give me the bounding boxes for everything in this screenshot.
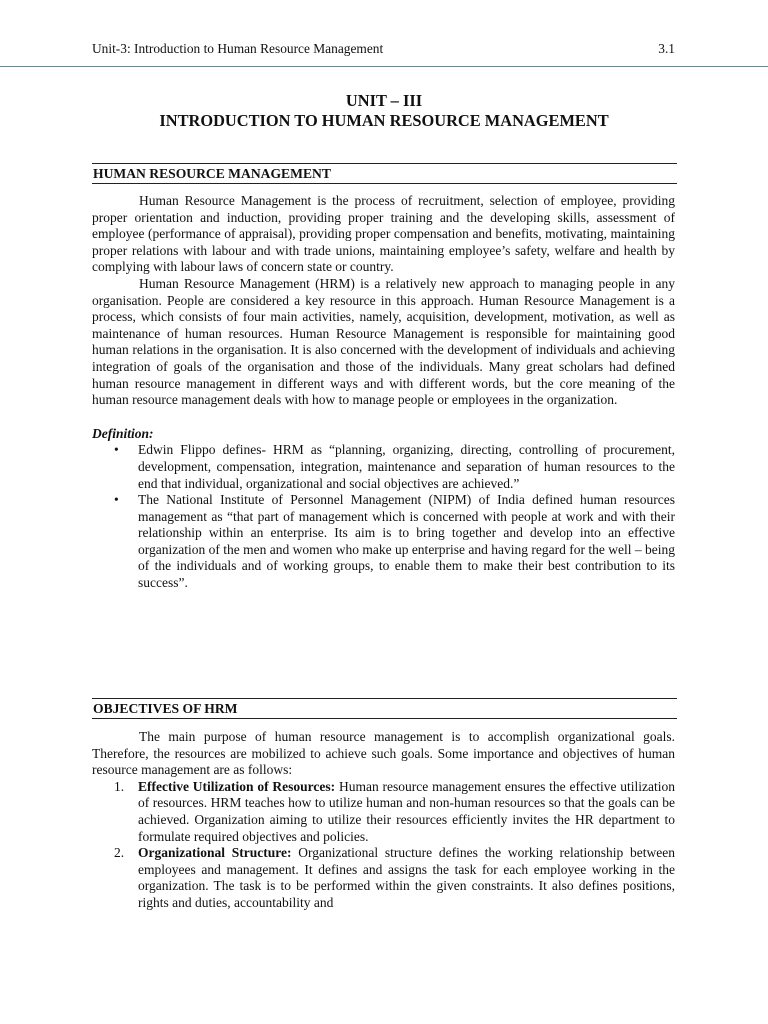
running-header (92, 41, 675, 57)
section-heading-hrm: HUMAN RESOURCE MANAGEMENT (92, 163, 677, 184)
definition-text: Edwin Flippo defines- HRM as “planning, organizing, directing, controlling of procurement, development, compensation, integration, maintenance and separation of human resources to the end that individual, organizational and social objectives are achieved.” (138, 442, 675, 491)
objective-title: Effective Utilization of Resources: (138, 778, 336, 794)
unit-title: INTRODUCTION TO HUMAN RESOURCE MANAGEMENT (159, 111, 609, 130)
objectives-list (92, 779, 675, 912)
definition-list (92, 442, 675, 591)
bullet-icon: • (114, 492, 119, 508)
objective-number: 1. (114, 778, 125, 794)
paragraph-hrm-approach: Human Resource Management (HRM) is a relatively new approach to managing people in any organisation. People are considered a key resource in this approach. Human Resource Management is a process, which consists of four main activities, namely, acquisition, development, motivation, as well as maintenance of human resources. Human Resource Management is responsible for maintaining good human relations in the organisation. It is also concerned with the development of individuals and achieving integration of goals of the organisation and those of the individuals. Many great scholars had defined human resource management in different ways and with different words, but the core meaning of the human resource management deals with how to manage people or employees in the organization. (92, 275, 675, 408)
section-heading-objectives: OBJECTIVES OF HRM (92, 698, 677, 719)
section-body-objectives (92, 729, 675, 912)
objective-item (114, 845, 675, 911)
objective-title: Organizational Structure: (138, 845, 292, 861)
objective-number: 2. (114, 845, 125, 861)
definition-item (114, 442, 675, 492)
objective-item (114, 778, 675, 845)
bullet-icon: • (114, 442, 119, 458)
definition-label: Definition: (92, 425, 154, 441)
paragraph-hrm-definition: Human Resource Management is the process of recruitment, selection of employee, providing proper orientation and induction, providing proper training and the developing skills, assessment of employee (performance of appraisal), providing proper compensation and benefits, motivating, maintaining proper relations with labour and with trade unions, maintaining employee’s safety, welfare and health by complying with labour laws of concern state or country. (92, 193, 675, 275)
unit-number: UNIT – III (345, 91, 423, 110)
section-body-hrm (92, 193, 675, 592)
header-title: Unit-3: Introduction to Human Resource Management (92, 41, 384, 56)
definition-item (114, 492, 675, 592)
definition-text: The National Institute of Personnel Management (NIPM) of India defined human resources management as “that part of management which is concerned with people at work and with their relationship within an enterprise. Its aim is to bring together and develop into an effective organization of the men and women who make up enterprise and having regard for the well – being of the individuals and of working groups, to enable them to make their best contribution to its success”. (138, 492, 675, 591)
header-page-number: 3.1 (658, 41, 675, 56)
unit-title-block (0, 91, 768, 131)
objective-text: Organizational structure defines the working relationship between employees and management. It defines and assigns the task for each employee working in the organization. The task is to be performed within the given constraints. It also defines positions, rights and duties, accountability and (138, 845, 675, 910)
objective-text: Human resource management ensures the effective utilization of resources. HRM teaches how to utilize human and non-human resources so that the goals can be achieved. Organization aiming to utilize their resources efficiently invites the HR department to formulate required objectives and policies. (138, 778, 675, 844)
header-rule (0, 66, 768, 67)
paragraph-objectives-intro: The main purpose of human resource management is to accomplish organizational goals. Therefore, the resources are mobilized to achieve such goals. Some importance and objectives of human resource management are as follows: (92, 729, 675, 778)
